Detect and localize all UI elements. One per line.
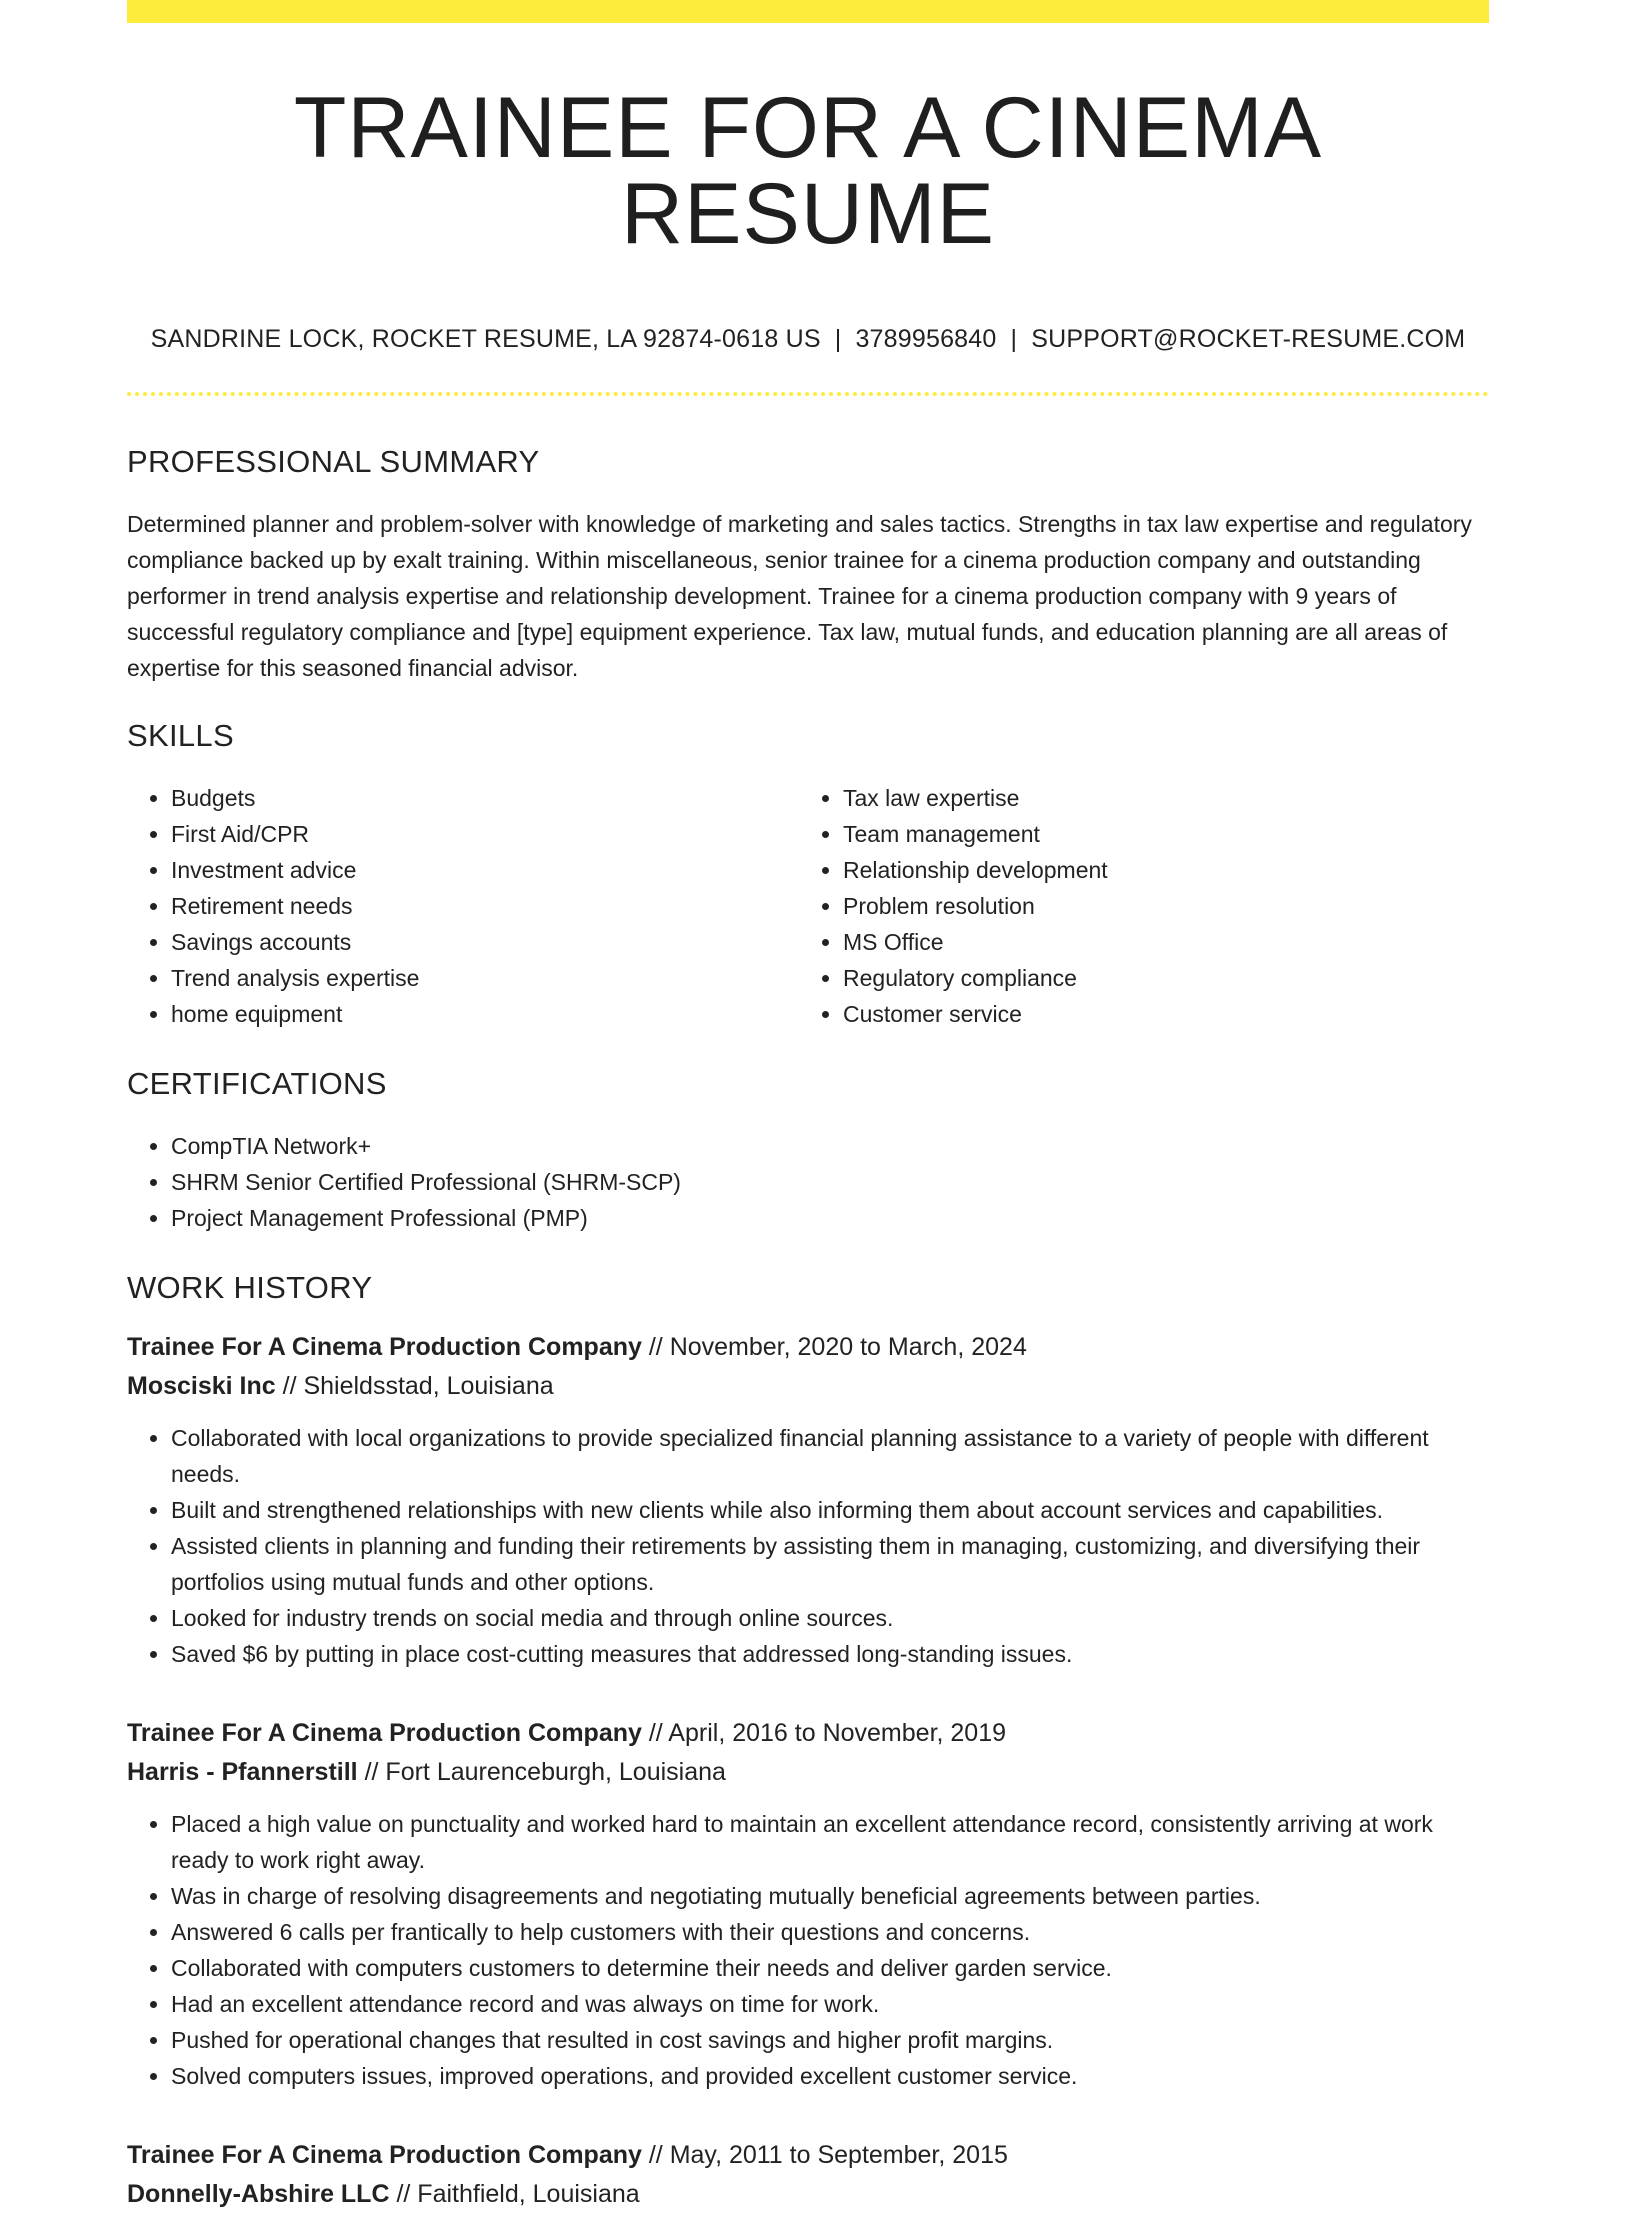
resume-title: TRAINEE FOR A CINEMA RESUME (293, 80, 1323, 262)
job-title: Trainee For A Cinema Production Company (127, 2141, 642, 2169)
job-bullet: • Built and strengthened relationships with new clients while also informing them about account services and capabilities. (171, 1492, 1489, 1528)
job-bullet: • Pushed for operational changes that resulted in cost savings and higher profit margins. (171, 2022, 1489, 2058)
skill-item: • Problem resolution (843, 888, 1471, 924)
job-title: Trainee For A Cinema Production Company (127, 1719, 642, 1747)
summary-heading: PROFESSIONAL SUMMARY (127, 444, 540, 479)
job-bullet: • Was in charge of resolving disagreements and negotiating mutually beneficial agreements between parties. (171, 1878, 1489, 1914)
job-bullets (127, 1420, 1489, 1672)
contact-email: SUPPORT@ROCKET-RESUME.COM (1031, 325, 1466, 353)
job-title-line (127, 1714, 1489, 1753)
job-bullet: • Had an excellent attendance record and was always on time for work. (171, 1986, 1489, 2022)
work-history-section (127, 1270, 1489, 2214)
jobs-list (127, 1328, 1489, 2214)
job-bullet: • Answered 6 calls per frantically to help customers with their questions and concerns. (171, 1914, 1489, 1950)
job-bullet: • Placed a high value on punctuality and worked hard to maintain an excellent attendance record, consistently arriving at work ready to work right away. (171, 1806, 1489, 1878)
skill-item: • MS Office (843, 924, 1471, 960)
skills-list-left (127, 780, 799, 1032)
skill-item: • Savings accounts (171, 924, 799, 960)
job-dates: // November, 2020 to March, 2024 (641, 1333, 1027, 1361)
certification-item: • CompTIA Network+ (171, 1128, 1489, 1164)
skills-list-right (799, 780, 1471, 1032)
job-company: Mosciski Inc (127, 1372, 276, 1400)
resume-page (127, 0, 1489, 2214)
job-bullet: • Solved computers issues, improved operations, and provided excellent customer service. (171, 2058, 1489, 2094)
skill-item: • home equipment (171, 996, 799, 1032)
job-location: // Fort Laurenceburgh, Louisiana (357, 1758, 726, 1786)
contact-phone: 3789956840 (855, 325, 997, 353)
job-entry (127, 1328, 1489, 1672)
skill-item: • Team management (843, 816, 1471, 852)
job-bullet: • Collaborated with local organizations to provide specialized financial planning assistance to a variety of people with different needs. (171, 1420, 1489, 1492)
skills-column-left (127, 780, 799, 1032)
job-dates: // April, 2016 to November, 2019 (641, 1719, 1007, 1747)
job-location: // Shieldsstad, Louisiana (275, 1372, 554, 1400)
certification-item: • Project Management Professional (PMP) (171, 1200, 1489, 1236)
skills-grid (127, 780, 1489, 1032)
job-company-line (127, 1367, 1489, 1406)
job-company-line (127, 2175, 1489, 2214)
contact-separator: | (1010, 325, 1018, 353)
summary-section (127, 444, 1489, 686)
job-title: Trainee For A Cinema Production Company (127, 1333, 642, 1361)
job-company-line (127, 1753, 1489, 1792)
job-dates: // May, 2011 to September, 2015 (641, 2141, 1008, 2169)
skill-item: • Tax law expertise (843, 780, 1471, 816)
dotted-divider (127, 392, 1489, 396)
job-entry (127, 2136, 1489, 2214)
job-title-line (127, 2136, 1489, 2175)
skills-section (127, 718, 1489, 1032)
skill-item: • Trend analysis expertise (171, 960, 799, 996)
certification-item: • SHRM Senior Certified Professional (SHRM-SCP) (171, 1164, 1489, 1200)
skill-item: • First Aid/CPR (171, 816, 799, 852)
skill-item: • Customer service (843, 996, 1471, 1032)
job-location: // Faithfield, Louisiana (389, 2180, 640, 2208)
skill-item: • Relationship development (843, 852, 1471, 888)
skill-item: • Investment advice (171, 852, 799, 888)
job-bullet: • Saved $6 by putting in place cost-cutting measures that addressed long-standing issues. (171, 1636, 1489, 1672)
job-company: Harris - Pfannerstill (127, 1758, 358, 1786)
accent-top-bar (127, 0, 1489, 23)
job-bullet: • Assisted clients in planning and funding their retirements by assisting them in managing, customizing, and diversifying their portfolios using mutual funds and other options. (171, 1528, 1489, 1600)
job-bullet: • Looked for industry trends on social media and through online sources. (171, 1600, 1489, 1636)
job-title-line (127, 1328, 1489, 1367)
job-company: Donnelly-Abshire LLC (127, 2180, 390, 2208)
certifications-list (127, 1128, 1489, 1236)
certifications-heading: CERTIFICATIONS (127, 1066, 387, 1101)
certifications-section (127, 1066, 1489, 1236)
skill-item: • Retirement needs (171, 888, 799, 924)
skill-item: • Regulatory compliance (843, 960, 1471, 996)
contact-address: SANDRINE LOCK, ROCKET RESUME, LA 92874-0618 US (150, 325, 821, 353)
skill-item: • Budgets (171, 780, 799, 816)
contact-separator: | (834, 325, 842, 353)
summary-text: Determined planner and problem-solver with knowledge of marketing and sales tactics. Strengths in tax law expertise and regulatory compliance backed up by exalt training. Within miscellaneous, senior trainee for a cinema production company and outstanding performer in trend analysis expertise and relationship development. Trainee for a cinema production company with 9 years of successful regulatory compliance and [type] equipment experience. Tax law, mutual funds, and education planning are all areas of expertise for this seasoned financial advisor. (127, 511, 1472, 681)
work-history-heading: WORK HISTORY (127, 1270, 373, 1305)
job-entry (127, 1714, 1489, 2094)
job-bullets (127, 1806, 1489, 2094)
skills-heading: SKILLS (127, 718, 234, 753)
skills-column-right (799, 780, 1471, 1032)
job-bullet: • Collaborated with computers customers to determine their needs and deliver garden service. (171, 1950, 1489, 1986)
contact-line (127, 325, 1489, 354)
